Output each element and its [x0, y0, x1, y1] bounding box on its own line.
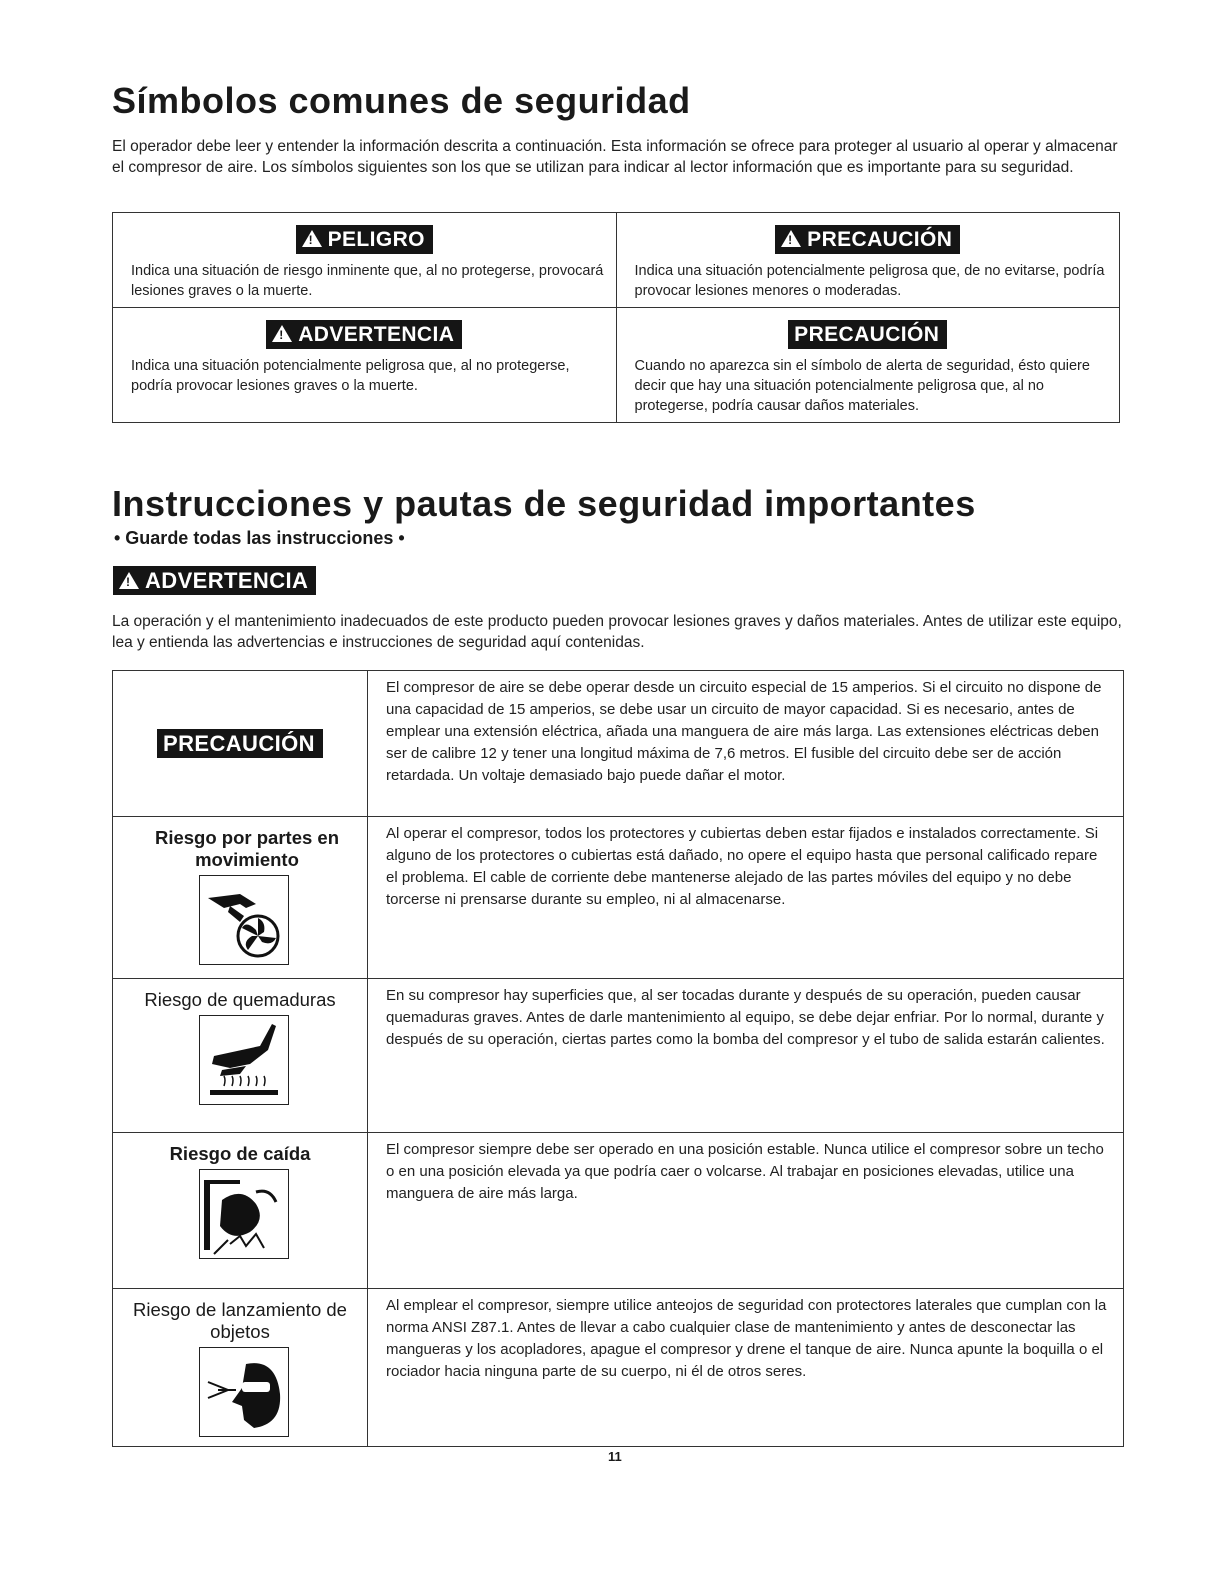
symbol-description: Indica una situación de riesgo inminente que, al no protegerse, provocará lesiones graves o la muerte. [131, 263, 604, 299]
rule-text: El compresor siempre debe ser operado en una posición estable. Nunca utilice el compresor sobre un techo o en una posición elevada ya que podría caer o volcarse. Al trabajar en posiciones elevadas, utilice una manguera de aire más larga. [368, 1133, 1124, 1289]
fall-hazard-icon [199, 1169, 289, 1259]
section-title-symbols: Símbolos comunes de seguridad [112, 80, 691, 121]
risk-title: Riesgo por partes en movimiento [154, 827, 339, 870]
symbol-description: Indica una situación potencialmente peligrosa que, al no protegerse, podría provocar lesiones graves o la muerte. [131, 358, 570, 394]
symbol-description: Cuando no aparezca sin el símbolo de alerta de seguridad, ésto quiere decir que hay una situación potencialmente peligrosa que, al no protegerse, podría causar daños materiales. [634, 358, 1090, 414]
rule-label-cell [113, 1133, 368, 1289]
burn-hazard-icon [199, 1015, 289, 1105]
symbols-intro: El operador debe leer y entender la información descrita a continuación. Esta información se ofrece para proteger al usuario al operar y almacenar el compresor de aire. Los símbolos siguientes son los que se utilizan para indicar al lector información que es importante para su seguridad. [112, 138, 1118, 176]
risk-title: Riesgo de caída [169, 1143, 311, 1164]
rule-label-cell [113, 1289, 368, 1447]
alert-triangle-icon [781, 230, 801, 247]
precaucion-badge: PRECAUCIÓN [157, 729, 323, 758]
symbols-table [112, 212, 1120, 423]
precaucion-alert-badge: !PRECAUCIÓN [775, 225, 960, 254]
symbol-cell-advertencia [113, 308, 617, 423]
advertencia-badge: !ADVERTENCIA [266, 320, 462, 349]
symbol-cell-peligro [113, 213, 617, 308]
section-subtitle: • Guarde todas las instrucciones • [114, 528, 405, 548]
section-title-instructions: Instrucciones y pautas de seguridad importantes [112, 483, 976, 524]
precaucion-badge: PRECAUCIÓN [788, 320, 947, 349]
symbol-cell-precaucion [616, 308, 1120, 423]
rule-label-cell [113, 979, 368, 1133]
rule-text: Al emplear el compresor, siempre utilice anteojos de seguridad con protectores laterales que cumplan con la norma ANSI Z87.1. Antes de llevar a cabo cualquier clase de mantenimiento y antes de desconectar las mangueras y los acopladores, apague el compresor y drene el tanque de aire. Nunca apunte la boquilla o el rociador hacia ninguna parte de su cuerpo, ni él de otros seres. [368, 1289, 1124, 1447]
flying-objects-icon [199, 1347, 289, 1437]
alert-triangle-icon [272, 325, 292, 342]
risk-title: Riesgo de lanzamiento de objetos [133, 1299, 347, 1342]
rule-label-cell [113, 817, 368, 979]
instructions-intro: La operación y el mantenimiento inadecuados de este producto pueden provocar lesiones graves y daños materiales. Antes de utilizar este equipo, lea y entienda las advertencias e instrucciones de seguridad aquí contenidas. [112, 613, 1122, 651]
symbol-description: Indica una situación potencialmente peligrosa que, de no evitarse, podría provocar lesiones menores o moderadas. [634, 263, 1105, 299]
page-number: 11 [608, 1449, 622, 1464]
safety-rules-table [112, 670, 1124, 1447]
peligro-badge: !PELIGRO [296, 225, 433, 254]
rule-text: Al operar el compresor, todos los protectores y cubiertas deben estar fijados e instalados correctamente. Si alguno de los protectores o cubiertas está dañado, no opere el equipo hasta que personal calificado repare el problema. El cable de corriente debe mantenerse alejado de las partes móviles del equipo y no debe torcerse ni prensarse durante su empleo, ni al almacenarse. [368, 817, 1124, 979]
rule-text: El compresor de aire se debe operar desde un circuito especial de 15 amperios. Si el circuito no dispone de una capacidad de 15 amperios, se debe usar un circuito de mayor capacidad. Si es necesario, antes de emplear una extensión eléctrica, añada una manguera de aire más larga. Las extensiones eléctricas deben ser de calibre 12 y tener una longitud máxima de 7,6 metros. El fusible del circuito debe ser de acción retardada. Un voltaje demasiado bajo puede dañar el motor. [368, 671, 1124, 817]
advertencia-warning-badge: !ADVERTENCIA [113, 566, 316, 595]
rule-label-cell [113, 671, 368, 817]
alert-triangle-icon [302, 230, 322, 247]
risk-title: Riesgo de quemaduras [144, 989, 336, 1010]
rule-text: En su compresor hay superficies que, al ser tocadas durante y después de su operación, pueden causar quemaduras graves. Antes de darle mantenimiento al equipo, se debe dejar enfriar. Por lo normal, durante y después de su operación, ciertas partes como la bomba del compresor y el tubo de salida estarán calientes. [368, 979, 1124, 1133]
symbol-cell-precaucion-alert [616, 213, 1120, 308]
alert-triangle-icon [119, 572, 139, 589]
moving-parts-icon [199, 875, 289, 965]
